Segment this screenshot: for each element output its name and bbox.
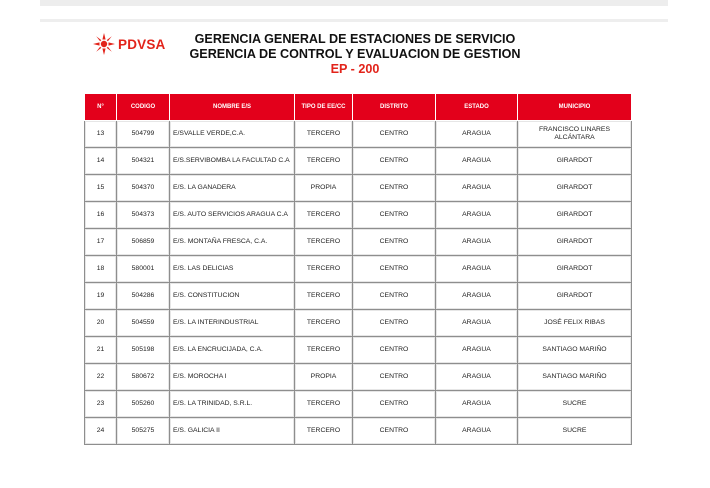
stations-table xyxy=(84,93,632,445)
district-cell: CENTRO xyxy=(353,148,436,175)
row-number-cell: 21 xyxy=(85,337,117,364)
district-cell: CENTRO xyxy=(353,310,436,337)
station-type-cell: TERCERO xyxy=(295,283,353,310)
municipality-cell: SANTIAGO MARIÑO xyxy=(518,337,632,364)
state-cell: ARAGUA xyxy=(436,148,518,175)
row-number-cell: 14 xyxy=(85,148,117,175)
table-row xyxy=(85,283,632,310)
table-body xyxy=(85,121,632,445)
district-cell: CENTRO xyxy=(353,391,436,418)
state-cell: ARAGUA xyxy=(436,283,518,310)
state-cell: ARAGUA xyxy=(436,364,518,391)
municipality-cell: SUCRE xyxy=(518,391,632,418)
district-cell: CENTRO xyxy=(353,283,436,310)
station-code-cell: 504799 xyxy=(117,121,170,148)
station-type-cell: TERCERO xyxy=(295,310,353,337)
logo-text: PDVSA xyxy=(118,36,166,52)
station-type-cell: TERCERO xyxy=(295,121,353,148)
row-number-cell: 24 xyxy=(85,418,117,445)
state-cell: ARAGUA xyxy=(436,229,518,256)
municipality-cell: SUCRE xyxy=(518,418,632,445)
station-code-cell: 580001 xyxy=(117,256,170,283)
municipality-cell: GIRARDOT xyxy=(518,175,632,202)
municipality-cell: FRANCISCO LINARES ALCÁNTARA xyxy=(518,121,632,148)
table-row xyxy=(85,121,632,148)
station-name-cell: E/S. MONTAÑA FRESCA, C.A. xyxy=(170,229,295,256)
district-cell: CENTRO xyxy=(353,229,436,256)
station-type-cell: TERCERO xyxy=(295,256,353,283)
column-header: N° xyxy=(85,94,117,121)
station-code-cell: 505198 xyxy=(117,337,170,364)
station-name-cell: E/S.SERVIBOMBA LA FACULTAD C.A xyxy=(170,148,295,175)
state-cell: ARAGUA xyxy=(436,256,518,283)
row-number-cell: 13 xyxy=(85,121,117,148)
district-cell: CENTRO xyxy=(353,121,436,148)
header-line-1: GERENCIA GENERAL DE ESTACIONES DE SERVICIO xyxy=(194,32,516,46)
state-cell: ARAGUA xyxy=(436,175,518,202)
station-name-cell: E/S. CONSTITUCION xyxy=(170,283,295,310)
row-number-cell: 23 xyxy=(85,391,117,418)
row-number-cell: 17 xyxy=(85,229,117,256)
station-type-cell: TERCERO xyxy=(295,391,353,418)
station-code-cell: 504373 xyxy=(117,202,170,229)
table-row xyxy=(85,229,632,256)
row-number-cell: 18 xyxy=(85,256,117,283)
municipality-cell: GIRARDOT xyxy=(518,229,632,256)
pdvsa-sun-icon xyxy=(93,33,115,55)
pdvsa-logo xyxy=(93,33,166,55)
station-code-cell: 504286 xyxy=(117,283,170,310)
table-row xyxy=(85,337,632,364)
table-row xyxy=(85,310,632,337)
table-row xyxy=(85,391,632,418)
station-type-cell: TERCERO xyxy=(295,418,353,445)
municipality-cell: GIRARDOT xyxy=(518,256,632,283)
station-name-cell: E/S. LA ENCRUCIJADA, C.A. xyxy=(170,337,295,364)
station-name-cell: E/S. AUTO SERVICIOS ARAGUA C.A xyxy=(170,202,295,229)
table-row xyxy=(85,202,632,229)
station-code-cell: 504321 xyxy=(117,148,170,175)
station-code-cell: 580672 xyxy=(117,364,170,391)
station-code-cell: 505275 xyxy=(117,418,170,445)
state-cell: ARAGUA xyxy=(436,121,518,148)
station-code-cell: 506859 xyxy=(117,229,170,256)
state-cell: ARAGUA xyxy=(436,391,518,418)
row-number-cell: 20 xyxy=(85,310,117,337)
municipality-cell: GIRARDOT xyxy=(518,148,632,175)
station-name-cell: E/S. GALICIA II xyxy=(170,418,295,445)
district-cell: CENTRO xyxy=(353,337,436,364)
document-header xyxy=(170,32,540,77)
station-name-cell: E/S. LA GANADERA xyxy=(170,175,295,202)
state-cell: ARAGUA xyxy=(436,202,518,229)
district-cell: CENTRO xyxy=(353,175,436,202)
page-top-edge xyxy=(40,0,668,6)
page-divider xyxy=(40,19,668,22)
station-name-cell: E/S. LA INTERINDUSTRIAL xyxy=(170,310,295,337)
station-code-cell: 504559 xyxy=(117,310,170,337)
table-row xyxy=(85,256,632,283)
station-type-cell: TERCERO xyxy=(295,148,353,175)
station-type-cell: PROPIA xyxy=(295,175,353,202)
municipality-cell: JOSÉ FELIX RIBAS xyxy=(518,310,632,337)
district-cell: CENTRO xyxy=(353,364,436,391)
row-number-cell: 22 xyxy=(85,364,117,391)
row-number-cell: 15 xyxy=(85,175,117,202)
table-row xyxy=(85,364,632,391)
district-cell: CENTRO xyxy=(353,256,436,283)
column-header: TIPO DE EE/CC xyxy=(295,94,353,121)
row-number-cell: 19 xyxy=(85,283,117,310)
column-header: MUNICIPIO xyxy=(518,94,632,121)
station-code-cell: 504370 xyxy=(117,175,170,202)
column-header: CODIGO xyxy=(117,94,170,121)
station-code-cell: 505260 xyxy=(117,391,170,418)
column-header: ESTADO xyxy=(436,94,518,121)
station-type-cell: TERCERO xyxy=(295,202,353,229)
table-row xyxy=(85,175,632,202)
station-type-cell: TERCERO xyxy=(295,337,353,364)
station-name-cell: E/SVALLE VERDE,C.A. xyxy=(170,121,295,148)
table-header-row xyxy=(85,94,632,121)
state-cell: ARAGUA xyxy=(436,337,518,364)
table-row xyxy=(85,148,632,175)
municipality-cell: SANTIAGO MARIÑO xyxy=(518,364,632,391)
station-type-cell: PROPIA xyxy=(295,364,353,391)
district-cell: CENTRO xyxy=(353,202,436,229)
state-cell: ARAGUA xyxy=(436,310,518,337)
header-line-3: EP - 200 xyxy=(330,62,380,76)
column-header: DISTRITO xyxy=(353,94,436,121)
header-line-2: GERENCIA DE CONTROL Y EVALUACION DE GESTION xyxy=(189,47,521,61)
station-name-cell: E/S. LAS DELICIAS xyxy=(170,256,295,283)
municipality-cell: GIRARDOT xyxy=(518,283,632,310)
station-name-cell: E/S. LA TRINIDAD, S.R.L. xyxy=(170,391,295,418)
station-type-cell: TERCERO xyxy=(295,229,353,256)
district-cell: CENTRO xyxy=(353,418,436,445)
station-name-cell: E/S. MOROCHA I xyxy=(170,364,295,391)
column-header: NOMBRE E/S xyxy=(170,94,295,121)
state-cell: ARAGUA xyxy=(436,418,518,445)
table-row xyxy=(85,418,632,445)
municipality-cell: GIRARDOT xyxy=(518,202,632,229)
row-number-cell: 16 xyxy=(85,202,117,229)
